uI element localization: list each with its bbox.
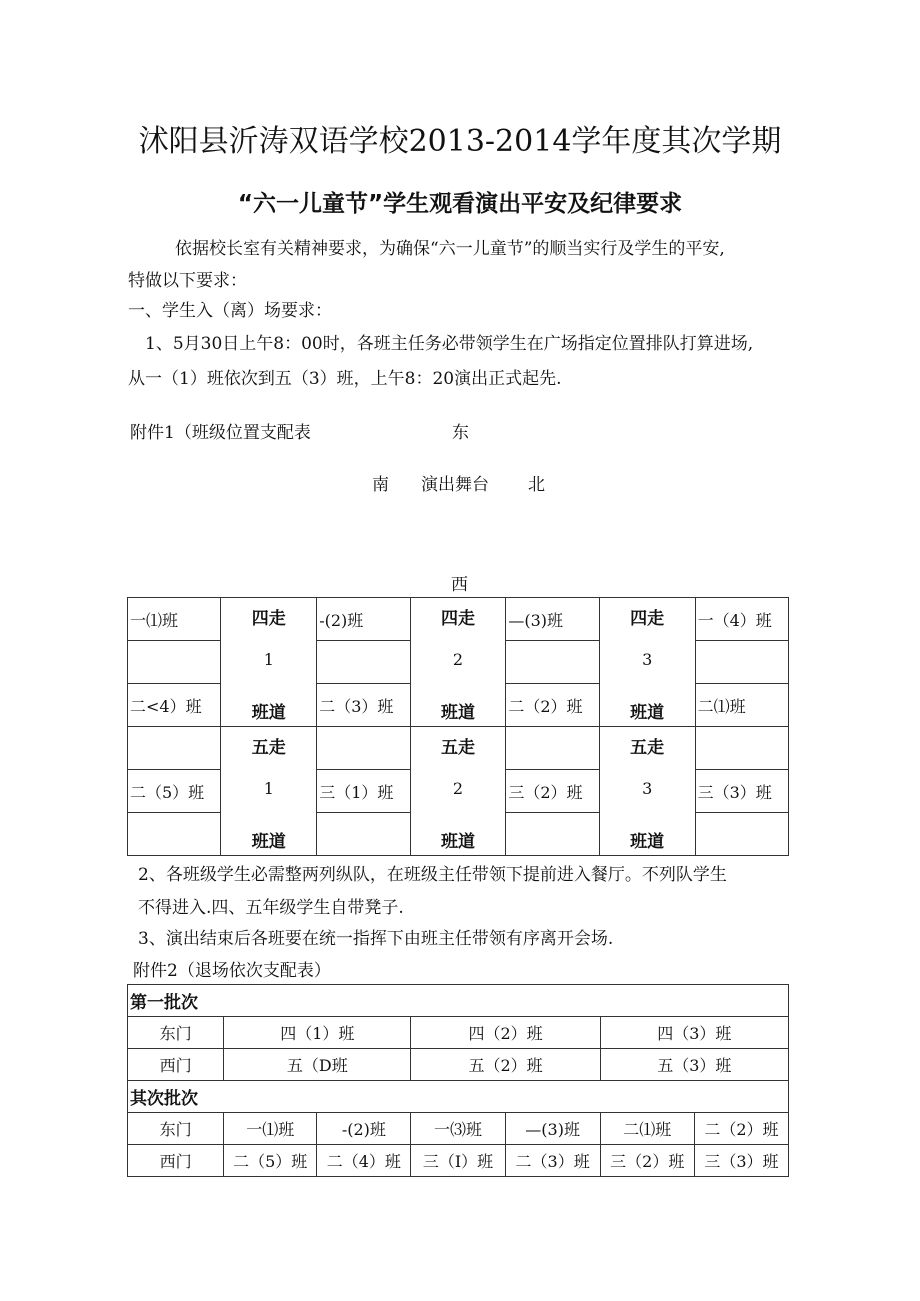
walkway-bottom-label: 班道 [630,703,665,723]
class-cell [695,727,788,770]
walkway-number: 2 [452,779,464,798]
walkway-number: 3 [642,779,653,798]
walkway-number: 3 [642,650,653,669]
table-row [128,1145,789,1177]
class-cell [695,813,788,856]
walkway-cell [221,727,317,856]
table-row [128,1017,789,1049]
class-cell [506,641,599,684]
walkway-cell [410,598,506,727]
class-cell: 二（5）班 [128,770,221,813]
compass-east: 东 [452,423,469,443]
class-cell: 二（4）班 [317,1145,411,1177]
walkway-top-label: 五走 [251,738,286,758]
gate-cell: 西门 [128,1145,224,1177]
walkway-cell [599,727,695,856]
table-row [128,1049,789,1081]
gate-cell: 东门 [128,1113,224,1145]
class-cell [695,641,788,684]
compass-south: 南 [372,475,389,495]
intro-line-1: 依据校长室有关精神要求，为确保“六一儿童节”的顺当实行及学生的平安, [175,239,725,259]
table-row [128,1081,789,1113]
item-1-line-2: 从一（1）班依次到五（3）班，上午8：20演出正式起先. [128,369,562,389]
class-cell: 二⑴班 [600,1113,694,1145]
walkway-bottom-label: 班道 [440,703,475,723]
class-cell: —(3)班 [505,1113,600,1145]
item-2-line-2: 不得进入.四、五年级学生自带凳子. [138,898,404,918]
class-cell: 二⑴班 [695,684,788,727]
compass-north: 北 [528,475,545,495]
class-cell: 三（3）班 [694,1145,788,1177]
class-cell: -(2)班 [317,1113,411,1145]
attachment-2-label: 附件2（退场依次支配表） [133,961,331,981]
item-2-line-1: 2、各班级学生必需整两列纵队，在班级主任带领下提前进入餐厅。不列队学生 [138,865,727,885]
class-cell: 一⑴班 [224,1113,317,1145]
gate-cell: 东门 [128,1017,224,1049]
section-1-heading: 一、学生入（离）场要求： [128,301,332,321]
class-cell [128,727,221,770]
class-cell [317,813,410,856]
walkway-number: 2 [452,650,464,669]
intro-line-2: 特做以下要求： [128,271,247,291]
seating-table [127,597,789,856]
class-cell [506,727,599,770]
class-cell: 二（3）班 [505,1145,600,1177]
class-cell: 五（D班 [224,1049,411,1081]
class-cell: 二<4）班 [128,684,221,727]
class-cell [506,813,599,856]
class-cell: 三（2）班 [506,770,599,813]
walkway-cell [410,727,506,856]
class-cell: 三（3）班 [695,770,788,813]
walkway-bottom-label: 班道 [251,703,286,723]
walkway-top-label: 四走 [630,609,665,629]
class-cell [128,813,221,856]
class-cell: 三（I）班 [411,1145,505,1177]
class-cell [317,727,410,770]
table-row [128,598,789,641]
class-cell: 二（2）班 [506,684,599,727]
class-cell: 四（2）班 [411,1017,600,1049]
class-cell: 二（3）班 [317,684,410,727]
stage-label: 演出舞台 [421,475,489,495]
class-cell: —(3)班 [506,598,599,641]
class-cell: 三（2）班 [600,1145,694,1177]
class-cell: 五（2）班 [411,1049,600,1081]
walkway-number: 1 [263,779,274,798]
compass-west: 西 [451,575,468,595]
gate-cell: 西门 [128,1049,224,1081]
class-cell: 二（2）班 [694,1113,788,1145]
item-1-line-1: 1、5月30日上午8：00时，各班主任务必带领学生在广场指定位置排队打算进场, [145,334,754,354]
class-cell: 二（5）班 [224,1145,317,1177]
class-cell: 四（1）班 [224,1017,411,1049]
walkway-cell [599,598,695,727]
walkway-cell [221,598,317,727]
document-subtitle: “六一儿童节”学生观看演出平安及纪律要求 [237,191,683,217]
class-cell: 三（1）班 [317,770,410,813]
walkway-bottom-label: 班道 [630,832,665,852]
item-3: 3、演出结束后各班要在统一指挥下由班主任带领有序离开会场. [138,929,614,949]
class-cell: 一（4）班 [695,598,788,641]
exit-order-table [127,984,789,1177]
walkway-number: 1 [263,650,274,669]
document-title: 沭阳县沂涛双语学校2013-2014学年度其次学期 [138,124,782,159]
class-cell: 一⑴班 [128,598,221,641]
walkway-bottom-label: 班道 [440,832,475,852]
attachment-1-label: 附件1（班级位置支配表 [130,423,311,443]
walkway-top-label: 五走 [630,738,665,758]
class-cell: 一⑶班 [411,1113,505,1145]
class-cell: -(2)班 [317,598,410,641]
table-row [128,1113,789,1145]
class-cell [317,641,410,684]
table-row [128,727,789,770]
batch-1-header: 第一批次 [128,985,789,1017]
walkway-top-label: 五走 [440,738,475,758]
walkway-bottom-label: 班道 [251,832,286,852]
walkway-top-label: 四走 [251,609,286,629]
walkway-top-label: 四走 [440,609,475,629]
class-cell: 五（3）班 [600,1049,788,1081]
class-cell: 四（3）班 [600,1017,788,1049]
batch-2-header: 其次批次 [128,1081,789,1113]
class-cell [128,641,221,684]
table-row [128,985,789,1017]
